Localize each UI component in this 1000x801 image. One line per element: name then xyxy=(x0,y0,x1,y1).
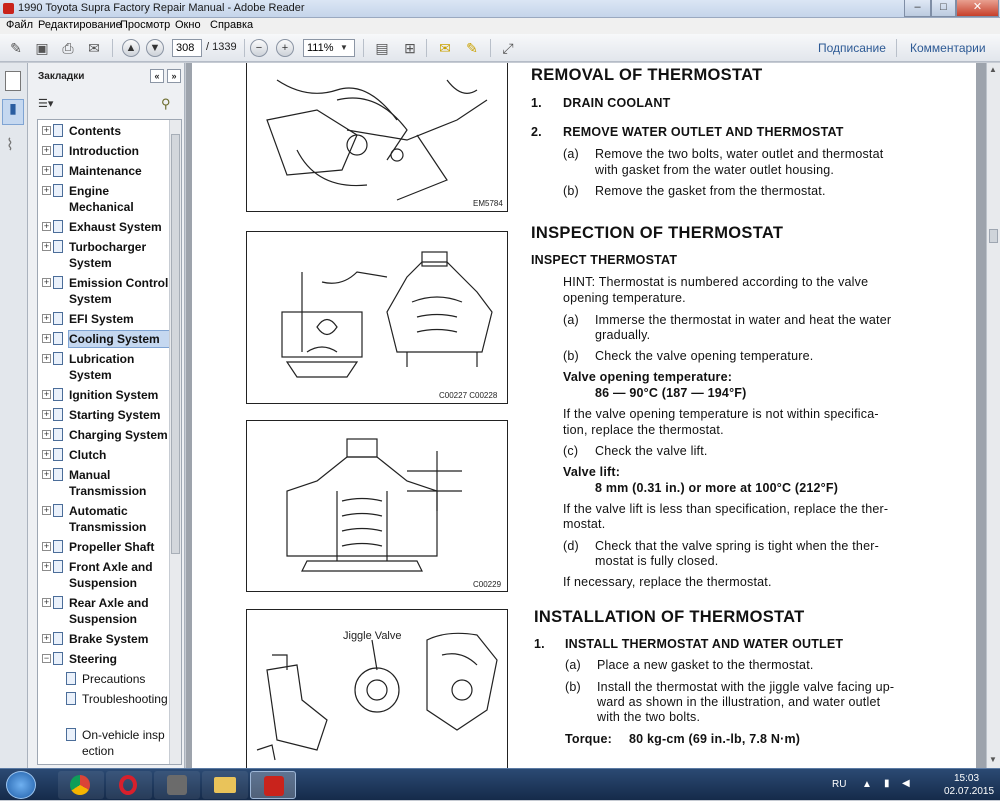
body-text: tion, replace the thermostat. xyxy=(563,423,724,437)
hint-text: HINT: Thermostat is numbered according to the valve xyxy=(563,275,869,289)
bookmark-label: Brake System xyxy=(69,632,149,646)
expand-icon[interactable]: + xyxy=(43,541,50,551)
expand-icon[interactable]: + xyxy=(43,353,50,363)
title-bar xyxy=(0,0,1000,18)
bookmark-precautions[interactable] xyxy=(38,671,168,688)
menu-edit[interactable]: Редактирование xyxy=(38,19,122,31)
body-text: mostat. xyxy=(563,517,606,531)
bookmark-page-icon xyxy=(53,124,63,137)
menu-help[interactable]: Справка xyxy=(210,19,254,31)
bookmark-engine-mechanical[interactable] xyxy=(38,183,168,216)
substep-text: Check the valve opening temperature. xyxy=(595,349,814,363)
bookmarks-tree xyxy=(37,119,182,765)
step-number: 2. xyxy=(531,125,542,139)
scroll-up-icon[interactable]: ▲ xyxy=(989,65,997,74)
substep-tag: (b) xyxy=(563,184,579,198)
step-remove-outlet: REMOVE WATER OUTLET AND THERMOSTAT xyxy=(563,125,844,139)
bookmark-label: Engine Mechanical xyxy=(69,184,134,214)
spec-label: Valve lift: xyxy=(563,465,621,479)
hint-text: opening temperature. xyxy=(563,291,686,305)
expand-icon[interactable]: + xyxy=(43,429,50,439)
bookmark-brake-system[interactable] xyxy=(38,631,168,648)
expand-icon[interactable]: + xyxy=(43,125,50,135)
inspect-subheading: INSPECT THERMOSTAT xyxy=(531,253,678,267)
bookmark-label: Exhaust System xyxy=(69,220,162,234)
removal-heading: REMOVAL OF THERMOSTAT xyxy=(531,66,763,84)
bookmark-label: Starting System xyxy=(69,408,161,422)
bookmark-label: Maintenance xyxy=(69,164,142,178)
bookmark-propeller-shaft[interactable] xyxy=(38,539,168,556)
bookmark-page-icon xyxy=(53,276,63,289)
bookmark-efi-system[interactable] xyxy=(38,311,168,328)
toolbar-separator xyxy=(112,39,113,57)
engine-illustration xyxy=(247,63,506,210)
document-view xyxy=(186,63,986,768)
options-menu-icon[interactable]: ☰▾ xyxy=(38,98,54,110)
substep-text: gradually. xyxy=(595,328,651,342)
bookmark-page-icon xyxy=(53,164,63,177)
bookmark-clutch[interactable] xyxy=(38,447,168,464)
substep-tag: (b) xyxy=(565,680,581,694)
bookmark-label: EFI System xyxy=(69,312,134,326)
game-icon xyxy=(167,775,187,795)
taskbar-game[interactable] xyxy=(154,771,200,799)
step-install-thermostat: INSTALL THERMOSTAT AND WATER OUTLET xyxy=(565,637,844,651)
clock-date[interactable]: 02.07.2015 xyxy=(944,786,995,797)
highlight-icon[interactable]: ✎ xyxy=(466,40,478,56)
save-icon[interactable]: ▣ xyxy=(35,40,49,56)
comments-button[interactable]: Комментарии xyxy=(910,41,986,55)
bookmark-label: Automatic Transmission xyxy=(69,504,147,534)
bookmark-page-icon xyxy=(53,388,63,401)
expand-icon[interactable]: + xyxy=(43,241,50,251)
expand-icon[interactable]: + xyxy=(43,449,50,459)
bookmark-page-icon xyxy=(53,448,63,461)
taskbar-opera[interactable] xyxy=(106,771,152,799)
zoom-out-button[interactable]: − xyxy=(250,39,268,57)
opera-icon xyxy=(119,775,137,795)
bookmark-manual-transmission[interactable] xyxy=(38,467,168,500)
adobe-reader-icon xyxy=(264,776,284,796)
taskbar-explorer[interactable] xyxy=(202,771,248,799)
fit-width-icon[interactable]: ⊞ xyxy=(404,40,416,56)
bookmarks-scrollbar[interactable] xyxy=(169,120,181,764)
toolbar-separator xyxy=(490,39,491,57)
adobe-reader-icon xyxy=(3,3,14,14)
figure-valve-lift xyxy=(246,420,508,592)
expand-icon[interactable]: + xyxy=(43,505,50,515)
bookmark-contents[interactable] xyxy=(38,123,168,140)
bookmark-label: Manual Transmission xyxy=(69,468,147,498)
close-button[interactable]: ✕ xyxy=(956,0,999,17)
bookmark-introduction[interactable] xyxy=(38,143,168,160)
toolbar-separator xyxy=(244,39,245,57)
bookmark-ignition-system[interactable] xyxy=(38,387,168,404)
bookmark-starting-system[interactable] xyxy=(38,407,168,424)
windows-taskbar xyxy=(0,768,1000,800)
step-number: 1. xyxy=(534,637,545,651)
step-number: 1. xyxy=(531,96,542,110)
body-text: If necessary, replace the thermostat. xyxy=(563,575,772,589)
find-bookmark-icon[interactable]: ⚲ xyxy=(161,96,171,111)
bookmarks-icon[interactable]: ▮ xyxy=(2,99,24,125)
bookmark-cooling-system[interactable] xyxy=(38,331,168,348)
collapse-panel-button[interactable]: « xyxy=(150,69,164,83)
expand-icon[interactable]: + xyxy=(43,313,50,323)
zoom-in-button[interactable]: + xyxy=(276,39,294,57)
bookmark-page-icon xyxy=(53,560,63,573)
substep-text: with the two bolts. xyxy=(597,710,701,724)
bookmark-troubleshooting[interactable] xyxy=(38,691,168,724)
create-pdf-icon[interactable]: ✎ xyxy=(10,40,22,56)
bookmark-page-icon xyxy=(53,144,63,157)
menu-window[interactable]: Окно xyxy=(175,19,201,31)
torque-value: 80 kg-cm (69 in.-lb, 7.8 N·m) xyxy=(629,732,801,746)
bookmark-page-icon xyxy=(66,672,76,685)
figure-thermostat-heat-test xyxy=(246,231,508,404)
attachments-icon[interactable]: ⌇ xyxy=(6,137,14,154)
expand-icon[interactable]: + xyxy=(43,333,50,343)
bookmark-page-icon xyxy=(53,408,63,421)
spec-value: 86 — 90°C (187 — 194°F) xyxy=(595,386,747,400)
bookmark-exhaust-system[interactable] xyxy=(38,219,168,236)
bookmarks-toolbar xyxy=(28,93,185,117)
close-panel-button[interactable]: » xyxy=(167,69,181,83)
expand-icon[interactable]: + xyxy=(43,597,50,607)
bookmark-label: Troubleshooting xyxy=(82,692,168,706)
bookmark-front-axle-and-suspension[interactable] xyxy=(38,559,168,592)
figure-code: C00229 xyxy=(473,580,502,589)
substep-text: Check the valve lift. xyxy=(595,444,708,458)
page-number-input[interactable]: 308 xyxy=(172,39,202,57)
chrome-icon xyxy=(70,775,90,795)
spec-value: 8 mm (0.31 in.) or more at 100°C (212°F) xyxy=(595,481,839,495)
bookmark-label: Rear Axle and Suspension xyxy=(69,596,149,626)
bookmarks-panel xyxy=(28,63,185,768)
bookmark-label: Turbocharger System xyxy=(69,240,147,270)
maximize-button[interactable]: □ xyxy=(931,0,956,17)
toolbar xyxy=(0,34,1000,62)
substep-tag: (d) xyxy=(563,539,579,553)
bookmark-label: Propeller Shaft xyxy=(69,540,155,554)
bookmark-page-icon xyxy=(53,468,63,481)
bookmark-page-icon xyxy=(53,332,63,345)
substep-text: Check that the valve spring is tight when the ther- xyxy=(595,539,879,553)
bookmark-label: On-vehicle inspection xyxy=(82,728,165,758)
valve-lift-illustration xyxy=(247,421,506,590)
substep-text: Remove the gasket from the thermostat. xyxy=(595,184,826,198)
bookmark-page-icon xyxy=(53,504,63,517)
navigation-pane-strip xyxy=(0,63,28,768)
bookmark-page-icon xyxy=(53,184,63,197)
toolbar-separator xyxy=(363,39,364,57)
inspection-heading: INSPECTION OF THERMOSTAT xyxy=(531,224,784,242)
substep-tag: (b) xyxy=(563,349,579,363)
page-total: / 1339 xyxy=(206,41,237,53)
sign-button[interactable]: Подписание xyxy=(818,41,886,55)
torque-label: Torque: xyxy=(565,732,612,746)
bookmark-label: Lubrication System xyxy=(69,352,135,382)
expand-icon[interactable]: + xyxy=(43,389,50,399)
figure-code: C00227 C00228 xyxy=(439,391,498,400)
expand-icon[interactable]: + xyxy=(43,469,50,479)
previous-page-button[interactable]: ▲ xyxy=(122,39,140,57)
start-button[interactable] xyxy=(6,771,36,799)
substep-text: ward as shown in the illustration, and water outlet xyxy=(597,695,881,709)
spec-label: Valve opening temperature: xyxy=(563,370,733,384)
chevron-down-icon[interactable]: ▼ xyxy=(340,43,348,52)
figure-code: EM5784 xyxy=(473,199,503,208)
expand-icon[interactable]: + xyxy=(43,145,50,155)
bookmarks-title: Закладки xyxy=(38,71,85,82)
expand-icon[interactable]: + xyxy=(43,165,50,175)
collapse-icon[interactable]: − xyxy=(43,653,50,663)
body-text: If the valve opening temperature is not within specifica- xyxy=(563,407,879,421)
bookmark-page-icon xyxy=(53,312,63,325)
bookmark-label: Clutch xyxy=(69,448,107,462)
bookmark-label: Introduction xyxy=(69,144,139,158)
substep-text: Remove the two bolts, water outlet and thermostat xyxy=(595,147,884,161)
bookmark-page-icon xyxy=(53,596,63,609)
substep-text: with gasket from the water outlet housing. xyxy=(595,163,835,177)
bookmark-label: Ignition System xyxy=(69,388,159,402)
bookmark-label: Charging System xyxy=(69,428,168,442)
expand-icon[interactable]: + xyxy=(43,409,50,419)
fullscreen-icon[interactable]: ⤢ xyxy=(502,40,514,56)
bookmark-automatic-transmission[interactable] xyxy=(38,503,168,536)
heat-test-illustration xyxy=(247,232,506,402)
expand-icon[interactable]: + xyxy=(43,185,50,195)
menu-bar xyxy=(0,18,1000,34)
bookmark-label: Precautions xyxy=(82,672,146,686)
bookmark-page-icon xyxy=(66,728,76,741)
expand-icon[interactable]: + xyxy=(43,277,50,287)
substep-text: Immerse the thermostat in water and heat the water xyxy=(595,313,892,327)
bookmark-page-icon xyxy=(53,220,63,233)
show-hidden-icons[interactable]: ▲ xyxy=(862,779,872,790)
page-thumbnails-icon[interactable] xyxy=(5,71,21,91)
bookmarks-header xyxy=(28,63,185,91)
document-scrollbar[interactable] xyxy=(986,63,1000,768)
next-page-button[interactable]: ▼ xyxy=(146,39,164,57)
bookmark-charging-system[interactable] xyxy=(38,427,168,444)
bookmark-page-icon xyxy=(66,692,76,705)
expand-icon[interactable]: + xyxy=(43,221,50,231)
scrollbar-thumb[interactable] xyxy=(989,229,998,243)
substep-text: Install the thermostat with the jiggle valve facing up- xyxy=(597,680,895,694)
bookmark-rear-axle-and-suspension[interactable] xyxy=(38,595,168,628)
bookmark-page-icon xyxy=(53,652,63,665)
step-drain-coolant: DRAIN COOLANT xyxy=(563,96,671,110)
toolbar-separator xyxy=(426,39,427,57)
folder-icon xyxy=(214,777,236,793)
email-icon[interactable]: ✉ xyxy=(88,40,100,56)
language-indicator[interactable]: RU xyxy=(832,779,847,790)
scrollbar-thumb[interactable] xyxy=(171,134,180,554)
taskbar-adobe-reader[interactable] xyxy=(250,771,296,799)
bookmark-page-icon xyxy=(53,540,63,553)
bookmark-on-vehicle-inspection[interactable] xyxy=(38,727,168,760)
installation-heading: INSTALLATION OF THERMOSTAT xyxy=(534,608,805,626)
scroll-down-icon[interactable]: ▼ xyxy=(989,755,997,764)
bookmark-label: Steering xyxy=(69,652,118,666)
network-icon[interactable]: ▮ xyxy=(884,778,890,789)
substep-text: Place a new gasket to the thermostat. xyxy=(597,658,814,672)
bookmark-emission-control-system[interactable] xyxy=(38,275,168,308)
bookmark-page-icon xyxy=(53,632,63,645)
fit-page-icon[interactable]: ▤ xyxy=(375,40,389,56)
system-tray xyxy=(820,769,1000,801)
pdf-page xyxy=(192,63,976,768)
figure-thermostat-removal xyxy=(246,63,508,212)
body-text: If the valve lift is less than specification, replace the ther- xyxy=(563,502,889,516)
bookmark-page-icon xyxy=(53,428,63,441)
menu-file[interactable]: Файл xyxy=(6,19,34,31)
bookmark-maintenance[interactable] xyxy=(38,163,168,180)
menu-view[interactable]: Просмотр xyxy=(120,19,171,31)
jiggle-valve-label: Jiggle Valve xyxy=(343,630,402,642)
substep-tag: (a) xyxy=(563,147,579,161)
substep-tag: (c) xyxy=(563,444,579,458)
bookmark-turbocharger-system[interactable] xyxy=(38,239,168,272)
taskbar-chrome[interactable] xyxy=(58,771,104,799)
clock-time[interactable]: 15:03 xyxy=(954,773,980,784)
volume-icon[interactable]: ◀ xyxy=(902,778,910,789)
figure-jiggle-valve xyxy=(246,609,508,768)
bookmark-label: Cooling System xyxy=(69,331,169,347)
bookmark-page-icon xyxy=(53,352,63,365)
substep-tag: (a) xyxy=(565,658,581,672)
bookmark-page-icon xyxy=(53,240,63,253)
bookmark-lubrication-system[interactable] xyxy=(38,351,168,384)
zoom-level-select[interactable]: 111% xyxy=(303,39,355,57)
bookmark-label: Front Axle and Suspension xyxy=(69,560,153,590)
bookmark-label: Contents xyxy=(69,124,121,138)
substep-text: mostat is fully closed. xyxy=(595,554,719,568)
minimize-button[interactable]: – xyxy=(904,0,931,17)
substep-tag: (a) xyxy=(563,313,579,327)
window-title: 1990 Toyota Supra Factory Repair Manual - Adobe Reader xyxy=(18,2,305,14)
toolbar-separator xyxy=(896,39,897,57)
print-icon[interactable]: ⎙ xyxy=(62,40,74,56)
bookmark-label: Emission Control System xyxy=(69,276,169,306)
comment-icon[interactable]: ✉ xyxy=(439,40,451,56)
bookmark-steering[interactable] xyxy=(38,651,168,668)
expand-icon[interactable]: + xyxy=(43,561,50,571)
expand-icon[interactable]: + xyxy=(43,633,50,643)
